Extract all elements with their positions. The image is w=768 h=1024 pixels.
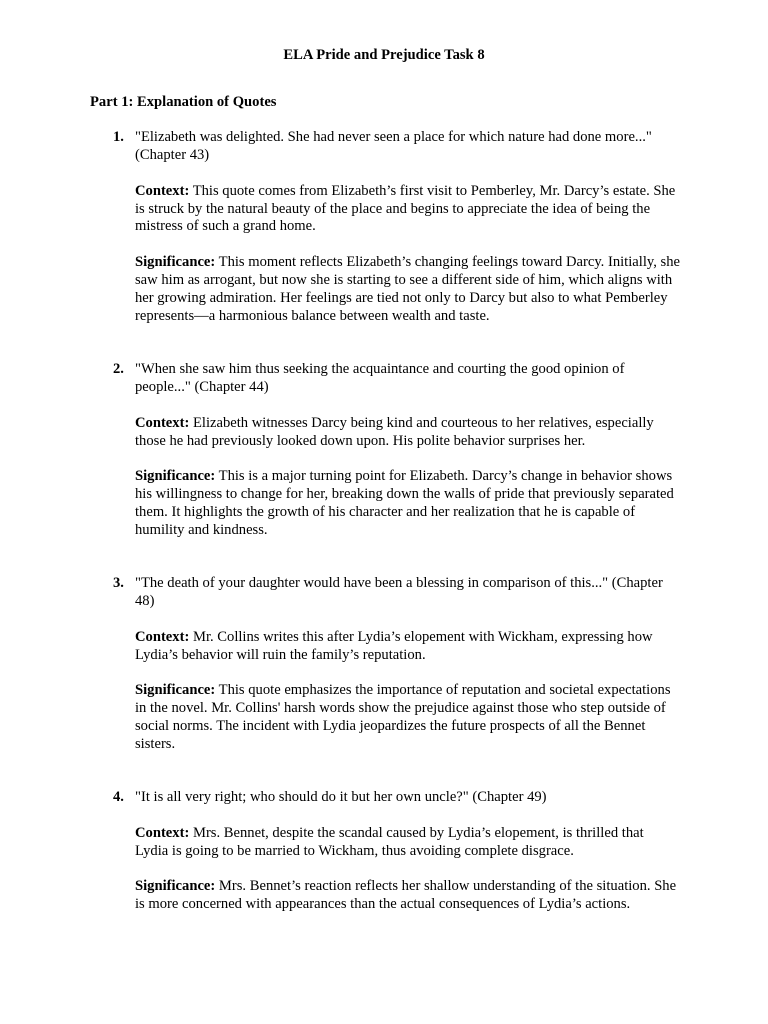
quote-item-2 — [90, 361, 680, 540]
quote-text: "Elizabeth was delighted. She had never seen a place for which nature had done more..." (Chapter 43) — [135, 129, 652, 163]
context-paragraph — [135, 629, 680, 665]
document-title: ELA Pride and Prejudice Task 8 — [283, 47, 485, 63]
significance-label: Significance: — [135, 682, 216, 699]
context-paragraph — [135, 183, 680, 237]
quote-item-1 — [90, 129, 680, 326]
context-text: Mr. Collins writes this after Lydia’s elopement with Wickham, expressing how Lydia’s behavior will ruin the family’s reputation. — [135, 628, 653, 663]
context-label: Context: — [135, 628, 190, 645]
significance-paragraph — [135, 254, 680, 326]
item-number: 2. — [113, 361, 124, 377]
context-paragraph — [135, 415, 680, 451]
item-number: 3. — [113, 575, 124, 591]
significance-paragraph — [135, 878, 680, 914]
significance-paragraph — [135, 468, 680, 540]
quote-item-4 — [90, 789, 680, 914]
significance-text: This moment reflects Elizabeth’s changing feelings toward Darcy. Initially, she saw him as arrogant, but now she is starting to see a different side of him, which aligns with her growing admiration. Her feelings are tied not only to Darcy but also to what Pemberley represents—a harmonious balance between wealth and taste. — [135, 254, 680, 324]
item-number: 4. — [113, 789, 124, 805]
quote-text: "The death of your daughter would have been a blessing in comparison of this..." (Chapter 48) — [135, 575, 663, 609]
significance-label: Significance: — [135, 254, 216, 271]
significance-text: Mrs. Bennet’s reaction reflects her shallow understanding of the situation. She is more concerned with appearances than the actual consequences of Lydia’s actions. — [135, 878, 677, 913]
significance-text: This quote emphasizes the importance of reputation and societal expectations in the novel. Mr. Collins' harsh words show the prejudice against those who step outside of social norms. The incident with Lydia jeopardizes the future prospects of all the Bennet sisters. — [135, 682, 671, 752]
context-label: Context: — [135, 182, 190, 199]
significance-text: This is a major turning point for Elizabeth. Darcy’s change in behavior shows his willingness to change for her, breaking down the walls of pride that previously separated them. It highlights the growth of his character and her realization that he is capable of humility and kindness. — [135, 468, 674, 538]
context-label: Context: — [135, 824, 190, 841]
context-text: This quote comes from Elizabeth’s first visit to Pemberley, Mr. Darcy’s estate. She is struck by the natural beauty of the place and begins to appreciate the idea of being the mistress of such a grand home. — [135, 182, 676, 235]
context-label: Context: — [135, 414, 190, 431]
part-heading: Part 1: Explanation of Quotes — [90, 94, 277, 110]
context-paragraph — [135, 825, 680, 861]
quote-item-3 — [90, 575, 680, 754]
significance-paragraph — [135, 682, 680, 754]
context-text: Mrs. Bennet, despite the scandal caused by Lydia’s elopement, is thrilled that Lydia is going to be married to Wickham, thus avoiding complete disgrace. — [135, 824, 644, 859]
item-number: 1. — [113, 129, 124, 145]
significance-label: Significance: — [135, 468, 216, 485]
significance-label: Significance: — [135, 878, 216, 895]
quote-text: "When she saw him thus seeking the acquaintance and courting the good opinion of people..." (Chapter 44) — [135, 361, 625, 395]
context-text: Elizabeth witnesses Darcy being kind and courteous to her relatives, especially those he had previously looked down upon. His polite behavior surprises her. — [135, 414, 654, 449]
quote-text: "It is all very right; who should do it but her own uncle?" (Chapter 49) — [135, 789, 547, 805]
